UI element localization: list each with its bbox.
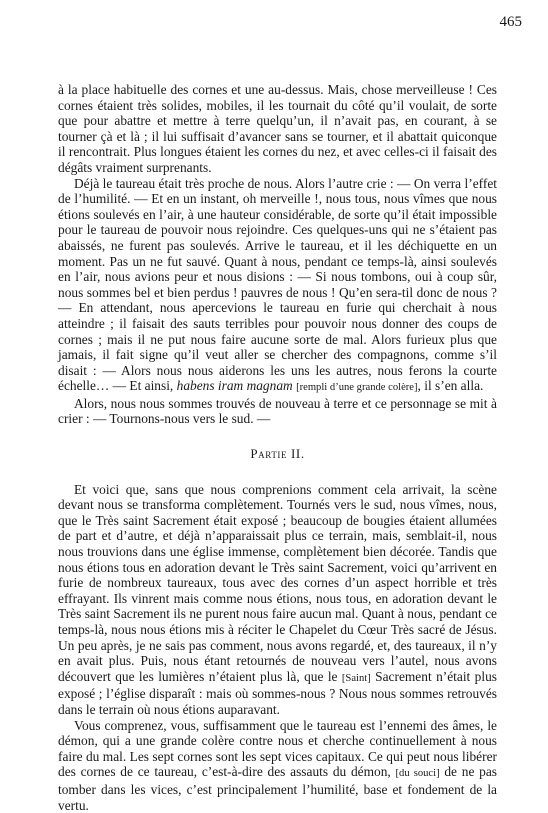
paragraph: [58, 718, 497, 813]
editorial-gloss: [du souci]: [395, 768, 440, 780]
paragraph-text: Et voici que, sans que nous comprenions comment cela arrivait, la scène devant nous se transforma complètement. Tournés vers le sud, nous vîmes, nous, que le Très saint Sacrement était exposé ; beaucoup de bougies étaient allumées de part et d’autre, et déjà n’apparaissait plus ce terrain, mais, semblait-il, nous nous trouvions dans une église immense, complètement bien décorée. Tandis que nous étions tous en adoration devant le Très saint Sacrement, voici qu’arrivent en furie de nombreux taureaux, tous avec des cornes d’un aspect horrible et très effrayant. Ils vinrent mais comme nous étions, nous tous, en adoration devant le Très saint Sacrement ils ne purent nous faire aucun mal. Quant à nous, pendant ce temps-là, nous nous étions mis à réciter le Chapelet du Cœur Très sacré de Jésus. Un peu après, je ne sais pas comment, nous avons regardé, et, des taureaux, il n’y en avait plus. Puis, nous étant retournés de nouveau vers l’autel, nous avons découvert que les lumières n’étaient plus là, que le: [58, 481, 497, 684]
text-body: [58, 82, 497, 813]
editorial-gloss: [rempli d’une grande colère]: [296, 382, 418, 394]
editorial-gloss: [Saint]: [341, 672, 371, 684]
paragraph: [58, 482, 497, 718]
paragraph: [58, 396, 497, 427]
paragraph-text: , il s’en alla.: [417, 378, 484, 394]
page-number: 465: [499, 14, 522, 30]
paragraph-text: Alors, nous nous sommes trouvés de nouveau à terre et ce personnage se mit à crier : — Tournons-nous vers le sud. —: [58, 395, 497, 427]
paragraph-text: de ne pas tomber dans les vices, c’est principalement l’humilité, base et fondement de la vertu.: [58, 764, 497, 813]
paragraph: [58, 82, 497, 176]
latin-phrase: habens iram magnam: [176, 378, 293, 394]
paragraph: [58, 176, 497, 396]
paragraph-text: Sacrement n’était plus exposé ; l’église disparaît : mais où sommes-nous ? Nous nous sommes retrouvés dans le terrain où nous étions auparavant.: [58, 668, 497, 717]
paragraph-text: Vous comprenez, vous, suffisamment que le taureau est l’ennemi des âmes, le démon, qui a une grande colère contre nous et cherche continuellement à nous faire du mal. Les sept cornes sont les sept vices capitaux. Ce qui peut nous libérer des cornes de ce taureau, c’est-à-dire des assauts du démon,: [58, 717, 497, 780]
paragraph-text: à la place habituelle des cornes et une au-dessus. Mais, chose merveilleuse ! Ces cornes étaient très solides, mobiles, il les tournait du côté qu’il voulait, de sorte que pour abattre et mettre à terre quelqu’un, il n’avait pas, en courant, à se tourner çà et là ; il lui suffisait d’avancer sans se tourner, et il abattait quiconque il rencontrait. Plus longues étaient les cornes du nez, et avec celles-ci il faisait des dégâts vraiment surprenants.: [58, 82, 497, 175]
section-heading: Partie II.: [250, 446, 305, 462]
paragraph-text: Déjà le taureau était très proche de nous. Alors l’autre crie : — On verra l’effet de l’humilité. — Et en un instant, oh merveille !, nous tous, nous vîmes que nous étions soulevés en l’air, à une hauteur considérable, de sorte qu’il était impossible pour le taureau de pouvoir nous rejoindre. Ces quelques-uns qui ne s’étaient pas abaissés, ne furent pas soulevés. Arrive le taureau, et il les déchiquette en un moment. Pas un ne fut sauvé. Quant à nous, pendant ce temps-là, ainsi soulevés en l’air, nous avions peur et nous disions : — Si nous tombons, oui à coup sûr, nous sommes bel et bien perdus ! pauvres de nous ! Qu’en sera-til donc de nous ? — En attendant, nous apercevions le taureau en furie qui cherchait à nous atteindre ; il faisait des sauts terribles pour pouvoir nous donner des coups de cornes ; mais il ne put nous faire aucune sorte de mal. Alors furieux plus que jamais, il fait signe qu’il veut aller se chercher des compagnons, comme s’il disait : — Alors nous nous aiderons les uns les autres, nous ferons la courte échelle… — Et ainsi,: [58, 175, 497, 394]
